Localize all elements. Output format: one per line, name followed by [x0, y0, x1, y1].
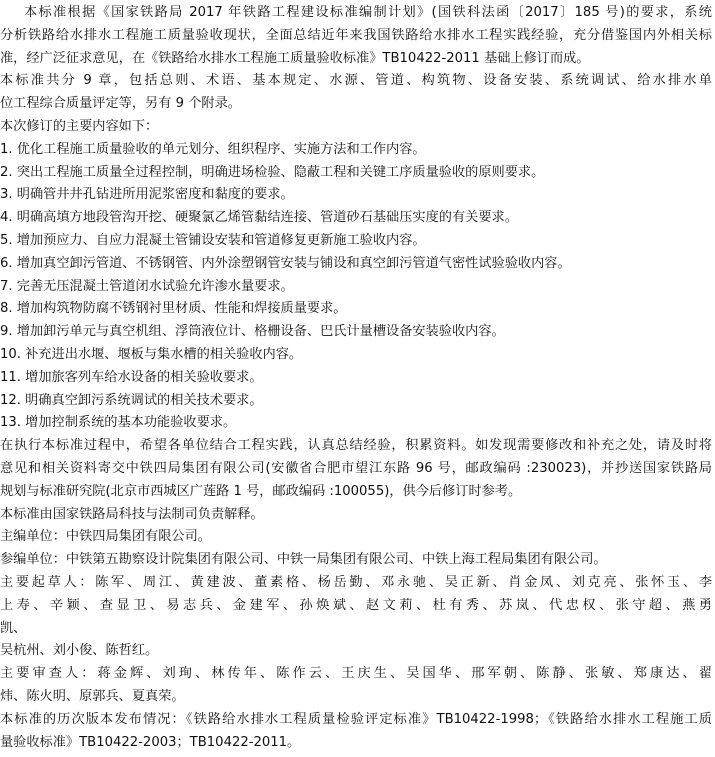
text-line: 本标准由国家铁路局科技与法制司负责解释。 — [0, 506, 264, 522]
list-item: 6. 增加真空卸污管道、不锈钢管、内外涂塑钢管安装与铺设和真空卸污管道气密性试验验收内容。 — [0, 255, 571, 271]
text-line: 本标准根据《国家铁路局 2017 年铁路工程建设标准编制计划》(国铁科法函〔2017〕185 号)的要求，系统 — [24, 5, 712, 20]
version-history-continued: 量验收标准》TB10422-2003；TB10422-2011。 — [0, 734, 301, 750]
text-line: 分析铁路给水排水工程施工质量验收现状，全面总结近年来我国铁路给水排水工程实践经验，充分借鉴国内外相关标 — [0, 27, 712, 43]
list-item: 13. 增加控制系统的基本功能验收要求。 — [0, 415, 237, 431]
list-item: 10. 补充进出水堰、堰板与集水槽的相关验收内容。 — [0, 346, 303, 362]
text-line: 在执行本标准过程中，希望各单位结合工程实践，认真总结经验，积累资料。如发现需要修改和补充之处，请及时将 — [0, 438, 712, 454]
list-item: 4. 明确高填方地段管沟开挖、硬聚氯乙烯管黏结连接、管道砂石基础压实度的有关要求。 — [0, 210, 518, 226]
list-item: 11. 增加旅客列车给水设备的相关验收要求。 — [0, 369, 263, 385]
list-item: 1. 优化工程施工质量验收的单元划分、组织程序、实施方法和工作内容。 — [0, 141, 426, 157]
list-item: 5. 增加预应力、自应力混凝土管铺设安装和管道修复更新施工验收内容。 — [0, 232, 426, 248]
chief-editor-unit: 主编单位：中铁四局集团有限公司。 — [0, 529, 211, 545]
version-history: 本标准的历次版本发布情况：《铁路给水排水工程质量检验评定标准》TB10422-1998；《铁路给水排水工程施工质 — [0, 711, 712, 727]
main-reviewers-continued: 炜、陈火明、原郭兵、夏真荣。 — [0, 688, 185, 704]
text-line: 本次修订的主要内容如下： — [0, 118, 159, 134]
list-item: 12. 明确真空卸污系统调试的相关技术要求。 — [0, 392, 263, 408]
list-item: 8. 增加构筑物防腐不锈钢衬里材质、性能和焊接质量要求。 — [0, 301, 347, 317]
main-drafters-continued: 凯、 — [0, 620, 27, 636]
text-line: 规划与标准研究院(北京市西城区广莲路 1 号，邮政编码 :100055)，供今后修订时参考。 — [0, 483, 522, 499]
main-drafters-continued: 吴杭州、刘小俊、陈哲红。 — [0, 643, 159, 659]
main-reviewers: 主要审查人：蒋金辉、刘珣、林传年、陈作云、王庆生、吴国华、邢军朝、陈静、张敏、郑康达、翟 — [0, 666, 712, 682]
text-line: 位工程综合质量评定等，另有 9 个附录。 — [0, 96, 241, 112]
text-line: 本标准共分 9 章，包括总则、术语、基本规定、水源、管道、构筑物、设备安装、系统调试、给水排水单 — [0, 73, 712, 89]
list-item: 2. 突出工程施工质量全过程控制，明确进场检验、隐蔽工程和关键工序质量验收的原则要求。 — [0, 164, 545, 180]
participating-units: 参编单位：中铁第五勘察设计院集团有限公司、中铁一局集团有限公司、中铁上海工程局集团有限公司。 — [0, 552, 607, 568]
list-item: 7. 完善无压混凝土管道闭水试验允许渗水量要求。 — [0, 278, 294, 294]
list-item: 3. 明确管井井孔钻进所用泥浆密度和黏度的要求。 — [0, 187, 294, 203]
list-item: 9. 增加卸污单元与真空机组、浮筒液位计、格栅设备、巴氏计量槽设备安装验收内容。 — [0, 324, 505, 340]
main-drafters: 主要起草人：陈军、周江、黄建波、董素格、杨岳勤、邓永驰、吴正新、肖金凤、刘克亮、张怀玉、李 — [0, 574, 712, 590]
main-drafters-continued: 上寿、辛颖、查显卫、易志兵、金建军、孙焕斌、赵文莉、杜有秀、苏岚、代忠权、张守超、燕勇 — [0, 597, 712, 613]
standard-preface-document — [0, 2, 712, 754]
text-line: 意见和相关资料寄交中铁四局集团有限公司(安徽省合肥市望江东路 96 号，邮政编码 :230023)，并抄送国家铁路局 — [0, 460, 712, 476]
text-line: 准，经广泛征求意见，在《铁路给水排水工程施工质量验收标准》TB10422-2011 基础上修订而成。 — [0, 50, 590, 66]
